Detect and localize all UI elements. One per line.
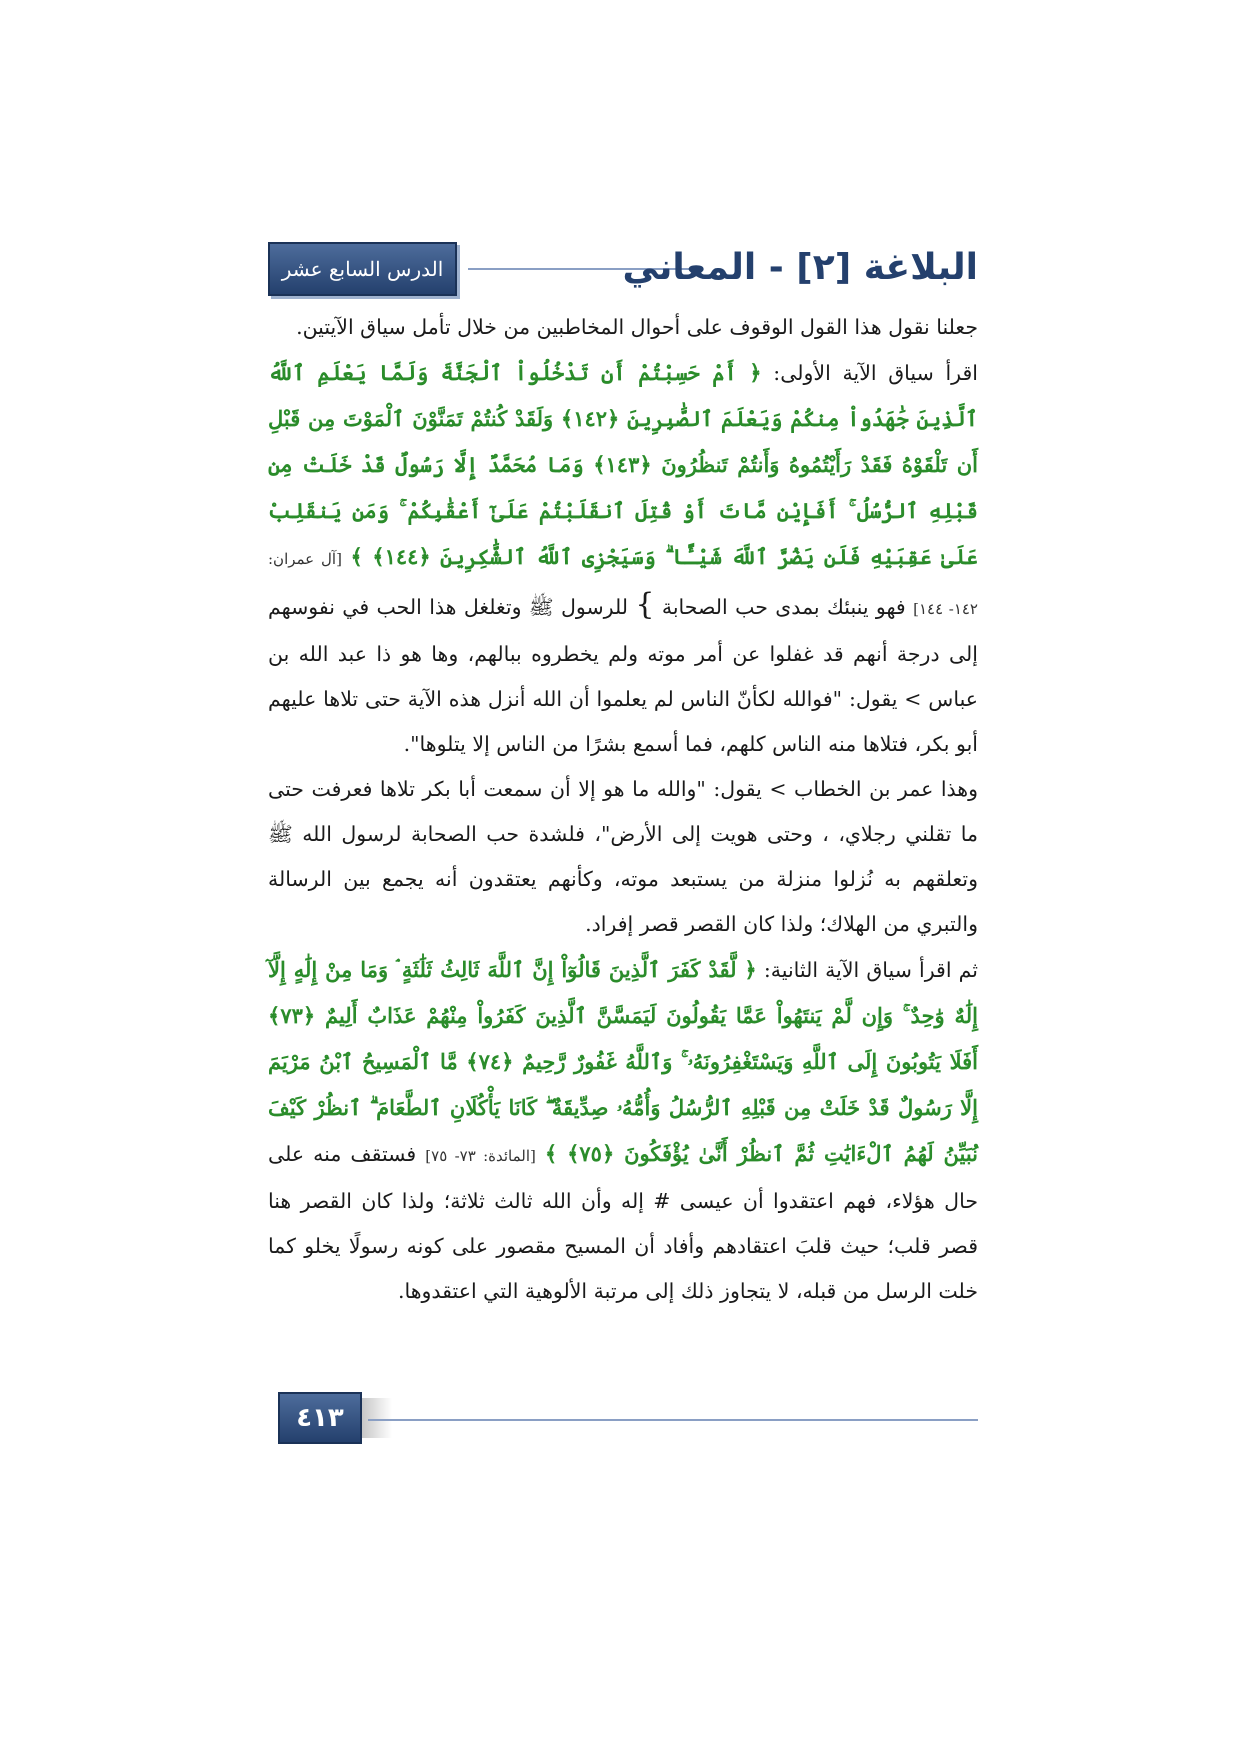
page-number-shadow [362,1398,392,1438]
page-header [268,238,978,298]
body-text [268,305,978,1314]
paragraph-2-rest-2: للرسول ﷺ وتغلغل هذا الحب في نفوسهم إلى درجة أنهم قد غفلوا عن أمر موته ولم يخطروه ببالهم، وها هو ذا عبد الله بن عباس > يقول: "فوالله لكأنّ الناس لم يعلموا أن الله أنزل هذه الآية حتى تلاها عليهم أبو بكر، فتلاها منه الناس كلهم، فما أسمع بشرًا من الناس إلا يتلوها". [268,595,978,756]
paragraph-4-rest: فستقف منه على حال هؤلاء، فهم اعتقدوا أن عيسى # إله وأن الله ثالث ثلاثة؛ ولذا كان القصر هنا قصر قلب؛ حيث قلبَ اعتقادهم وأفاد أن المسيح مقصور على كونه رسولًا يخلو كما خلت الرسل من قبله، لا يتجاوز ذلك إلى مرتبة الألوهية التي اعتقدوها. [268,1142,978,1303]
quran-verse-1: ﴿ أَمْ حَسِبْتُمْ أَن تَدْخُلُواْ ٱلْجَنَّةَ وَلَمَّا يَعْلَمِ ٱللَّهُ ٱلَّذِينَ جَٰهَدُواْ مِنكُمْ وَيَعْلَمَ ٱلصَّٰبِرِينَ ﴿١٤٢﴾ وَلَقَدْ كُنتُمْ تَمَنَّوْنَ ٱلْمَوْتَ مِن قَبْلِ أَن تَلْقَوْهُ فَقَدْ رَأَيْتُمُوهُ وَأَنتُمْ تَنظُرُونَ ﴿١٤٣﴾ وَمَا مُحَمَّدٌ إِلَّا رَسُولٌ قَدْ خَلَتْ مِن قَبْلِهِ ٱلرُّسُلُ ۚ أَفَإِيْن مَّاتَ أَوْ قُتِلَ ٱنقَلَبْتُمْ عَلَىٰٓ أَعْقَٰبِكُمْ ۚ وَمَن يَنقَلِبْ عَلَىٰ عَقِبَيْهِ فَلَن يَضُرَّ ٱللَّهَ شَيْـًٔا ۗ وَسَيَجْزِى ٱللَّهُ ٱلشَّٰكِرِينَ ﴿١٤٤﴾ ﴾ [268,360,978,569]
paragraph-3: وهذا عمر بن الخطاب > يقول: "والله ما هو إلا أن سمعت أبا بكر تلاها فعرفت حتى ما تقلني رجلاي، ، وحتى هويت إلى الأرض"، فلشدة حب الصحابة لرسول الله ﷺ وتعلقهم به نُزلوا منزلة من يستبعد موته، وكأنهم يعتقدون أنه يجمع بين الرسالة والتبري من الهلاك؛ ولذا كان القصر قصر إفراد. [268,777,978,936]
paragraph-2-rest: فهو ينبئك بمدى حب الصحابة [654,595,914,619]
paragraph-2 [268,350,978,767]
brace-symbol: } [635,587,655,622]
verse-citation-1: [آل عمران: ١٤٢- ١٤٤] [268,550,978,618]
page-number: ٤١٣ [278,1392,362,1444]
page-footer [268,1392,978,1442]
lesson-label: الدرس السابع عشر [268,242,457,296]
paragraph-4-lead: ثم اقرأ سياق الآية الثانية: [756,958,978,982]
quran-verse-2: ﴿ لَّقَدْ كَفَرَ ٱلَّذِينَ قَالُوٓاْ إِنَّ ٱللَّهَ ثَالِثُ ثَلَٰثَةٍ ۘ وَمَا مِنْ إِلَٰهٍ إِلَّآ إِلَٰهٌ وَٰحِدٌ ۚ وَإِن لَّمْ يَنتَهُواْ عَمَّا يَقُولُونَ لَيَمَسَّنَّ ٱلَّذِينَ كَفَرُواْ مِنْهُمْ عَذَابٌ أَلِيمٌ ﴿٧٣﴾ أَفَلَا يَتُوبُونَ إِلَى ٱللَّهِ وَيَسْتَغْفِرُونَهُۥ ۚ وَٱللَّهُ غَفُورٌ رَّحِيمٌ ﴿٧٤﴾ مَّا ٱلْمَسِيحُ ٱبْنُ مَرْيَمَ إِلَّا رَسُولٌ قَدْ خَلَتْ مِن قَبْلِهِ ٱلرُّسُلُ وَأُمُّهُۥ صِدِّيقَةٌ ۖ كَانَا يَأْكُلَانِ ٱلطَّعَامَ ۗ ٱنظُرْ كَيْفَ نُبَيِّنُ لَهُمُ ٱلْءَايَٰتِ ثُمَّ ٱنظُرْ أَنَّىٰ يُؤْفَكُونَ ﴿٧٥﴾ ﴾ [268,957,978,1166]
paragraph-2-lead: اقرأ سياق الآية الأولى: [761,361,978,385]
paragraph-4 [268,947,978,1314]
paragraph-1: جعلنا نقول هذا القول الوقوف على أحوال المخاطبين من خلال تأمل سياق الآيتين. [296,315,978,339]
verse-citation-2: [المائدة: ٧٣- ٧٥] [425,1147,536,1165]
book-title: البلاغة [٢] - المعاني [622,247,978,288]
footer-rule [368,1419,978,1421]
